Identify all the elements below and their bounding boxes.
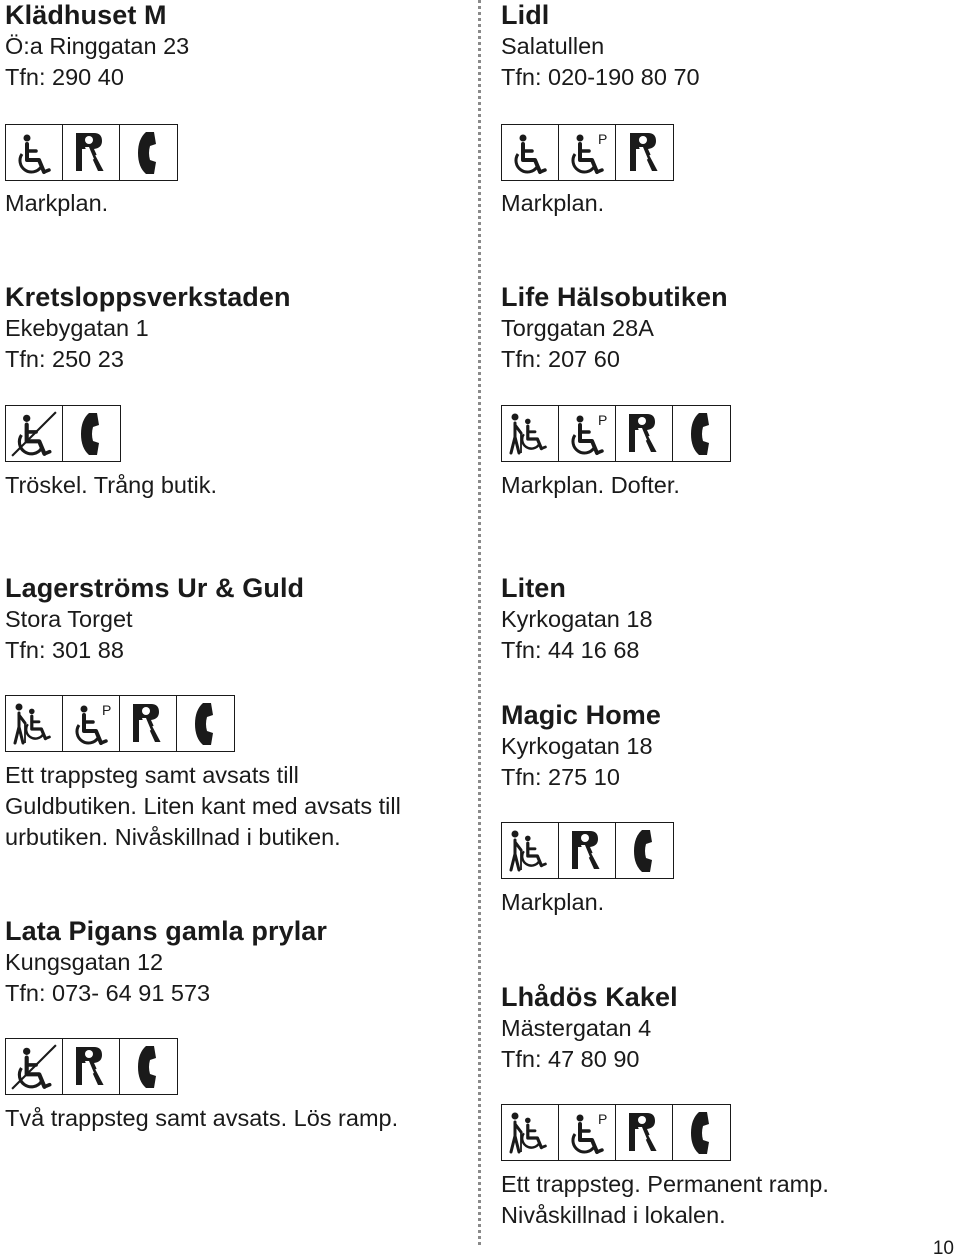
phone-icon bbox=[120, 1039, 177, 1094]
blind-icon bbox=[616, 125, 673, 180]
store-name: Magic Home bbox=[501, 700, 662, 730]
note-line: Två trappsteg samt avsats. Lös ramp. bbox=[5, 1105, 399, 1131]
store-name: Life Hälsobutiken bbox=[501, 282, 728, 312]
store-address: Kyrkogatan 18 bbox=[501, 733, 653, 759]
accessibility-icons bbox=[5, 124, 178, 181]
store-entry bbox=[5, 282, 465, 375]
no-wheelchair-icon bbox=[6, 1039, 63, 1094]
store-phone: Tfn: 44 16 68 bbox=[501, 637, 640, 663]
store-phone: Tfn: 301 88 bbox=[5, 637, 124, 663]
store-note bbox=[501, 470, 680, 501]
accessibility-icons bbox=[501, 1104, 731, 1161]
store-address: Ö:a Ringgatan 23 bbox=[5, 33, 190, 59]
store-phone: Tfn: 275 10 bbox=[501, 764, 620, 790]
phone-icon bbox=[673, 406, 730, 461]
store-name: Liten bbox=[501, 573, 566, 603]
store-entry bbox=[501, 700, 956, 793]
store-entry bbox=[501, 982, 956, 1075]
store-name: Lhådös Kakel bbox=[501, 982, 678, 1012]
store-address: Stora Torget bbox=[5, 606, 133, 632]
store-note bbox=[501, 887, 604, 918]
accessibility-icons bbox=[5, 695, 235, 752]
walking-aid-icon bbox=[502, 823, 559, 878]
no-wheelchair-icon bbox=[6, 406, 63, 461]
accessibility-icons bbox=[5, 405, 121, 462]
note-line: Tröskel. Trång butik. bbox=[5, 472, 218, 498]
blind-icon bbox=[559, 823, 616, 878]
blind-icon bbox=[63, 125, 120, 180]
wheelchair-parking-icon bbox=[559, 1105, 616, 1160]
store-name: Lidl bbox=[501, 0, 550, 30]
store-entry bbox=[5, 916, 465, 1009]
blind-icon bbox=[63, 1039, 120, 1094]
walking-aid-icon bbox=[502, 406, 559, 461]
note-line: Markplan. bbox=[5, 190, 109, 216]
wheelchair-parking-icon bbox=[559, 125, 616, 180]
note-line: urbutiken. Nivåskillnad i butiken. bbox=[5, 824, 341, 850]
note-line: Markplan. bbox=[501, 190, 605, 216]
accessibility-icons bbox=[501, 405, 731, 462]
store-name: Kretsloppsverkstaden bbox=[5, 282, 291, 312]
phone-icon bbox=[63, 406, 120, 461]
note-line: Guldbutiken. Liten kant med avsats till bbox=[5, 793, 401, 819]
wheelchair-icon bbox=[6, 125, 63, 180]
blind-icon bbox=[120, 696, 177, 751]
store-phone: Tfn: 290 40 bbox=[5, 64, 124, 90]
column-divider bbox=[478, 0, 481, 1245]
accessibility-icons bbox=[5, 1038, 178, 1095]
svg-text:P: P bbox=[598, 1110, 608, 1127]
svg-text:P: P bbox=[102, 701, 112, 718]
phone-icon bbox=[177, 696, 234, 751]
store-name: Lagerströms Ur & Guld bbox=[5, 573, 305, 603]
store-phone: Tfn: 073- 64 91 573 bbox=[5, 980, 211, 1006]
store-address: Mästergatan 4 bbox=[501, 1015, 652, 1041]
store-name: Klädhuset M bbox=[5, 0, 167, 30]
page-number: 10 bbox=[932, 1238, 954, 1259]
phone-icon bbox=[120, 125, 177, 180]
phone-icon bbox=[616, 823, 673, 878]
store-entry bbox=[5, 0, 465, 93]
accessibility-icons bbox=[501, 822, 674, 879]
store-entry bbox=[501, 0, 956, 93]
note-line: Ett trappsteg. Permanent ramp. bbox=[501, 1171, 829, 1197]
store-entry bbox=[501, 282, 956, 375]
store-address: Salatullen bbox=[501, 33, 605, 59]
store-name: Lata Pigans gamla prylar bbox=[5, 916, 328, 946]
wheelchair-icon bbox=[502, 125, 559, 180]
store-note bbox=[5, 760, 401, 853]
wheelchair-parking-icon bbox=[559, 406, 616, 461]
note-line: Markplan. Dofter. bbox=[501, 472, 680, 498]
store-note bbox=[5, 188, 108, 219]
store-phone: Tfn: 250 23 bbox=[5, 346, 124, 372]
note-line: Ett trappsteg samt avsats till bbox=[5, 762, 299, 788]
store-address: Kungsgatan 12 bbox=[5, 949, 164, 975]
store-address: Torggatan 28A bbox=[501, 315, 654, 341]
store-phone: Tfn: 207 60 bbox=[501, 346, 620, 372]
note-line: Markplan. bbox=[501, 889, 605, 915]
wheelchair-parking-icon bbox=[63, 696, 120, 751]
store-phone: Tfn: 020-190 80 70 bbox=[501, 64, 700, 90]
svg-text:P: P bbox=[598, 130, 608, 147]
walking-aid-icon bbox=[502, 1105, 559, 1160]
svg-text:P: P bbox=[598, 411, 608, 428]
store-note bbox=[501, 188, 604, 219]
phone-icon bbox=[673, 1105, 730, 1160]
blind-icon bbox=[616, 406, 673, 461]
store-entry bbox=[5, 573, 465, 666]
store-note bbox=[5, 1103, 398, 1134]
walking-aid-icon bbox=[6, 696, 63, 751]
note-line: Nivåskillnad i lokalen. bbox=[501, 1202, 726, 1228]
store-entry bbox=[501, 573, 956, 666]
store-note bbox=[501, 1169, 829, 1231]
accessibility-icons bbox=[501, 124, 674, 181]
store-address: Kyrkogatan 18 bbox=[501, 606, 653, 632]
store-note bbox=[5, 470, 217, 501]
blind-icon bbox=[616, 1105, 673, 1160]
store-phone: Tfn: 47 80 90 bbox=[501, 1046, 640, 1072]
store-address: Ekebygatan 1 bbox=[5, 315, 149, 341]
